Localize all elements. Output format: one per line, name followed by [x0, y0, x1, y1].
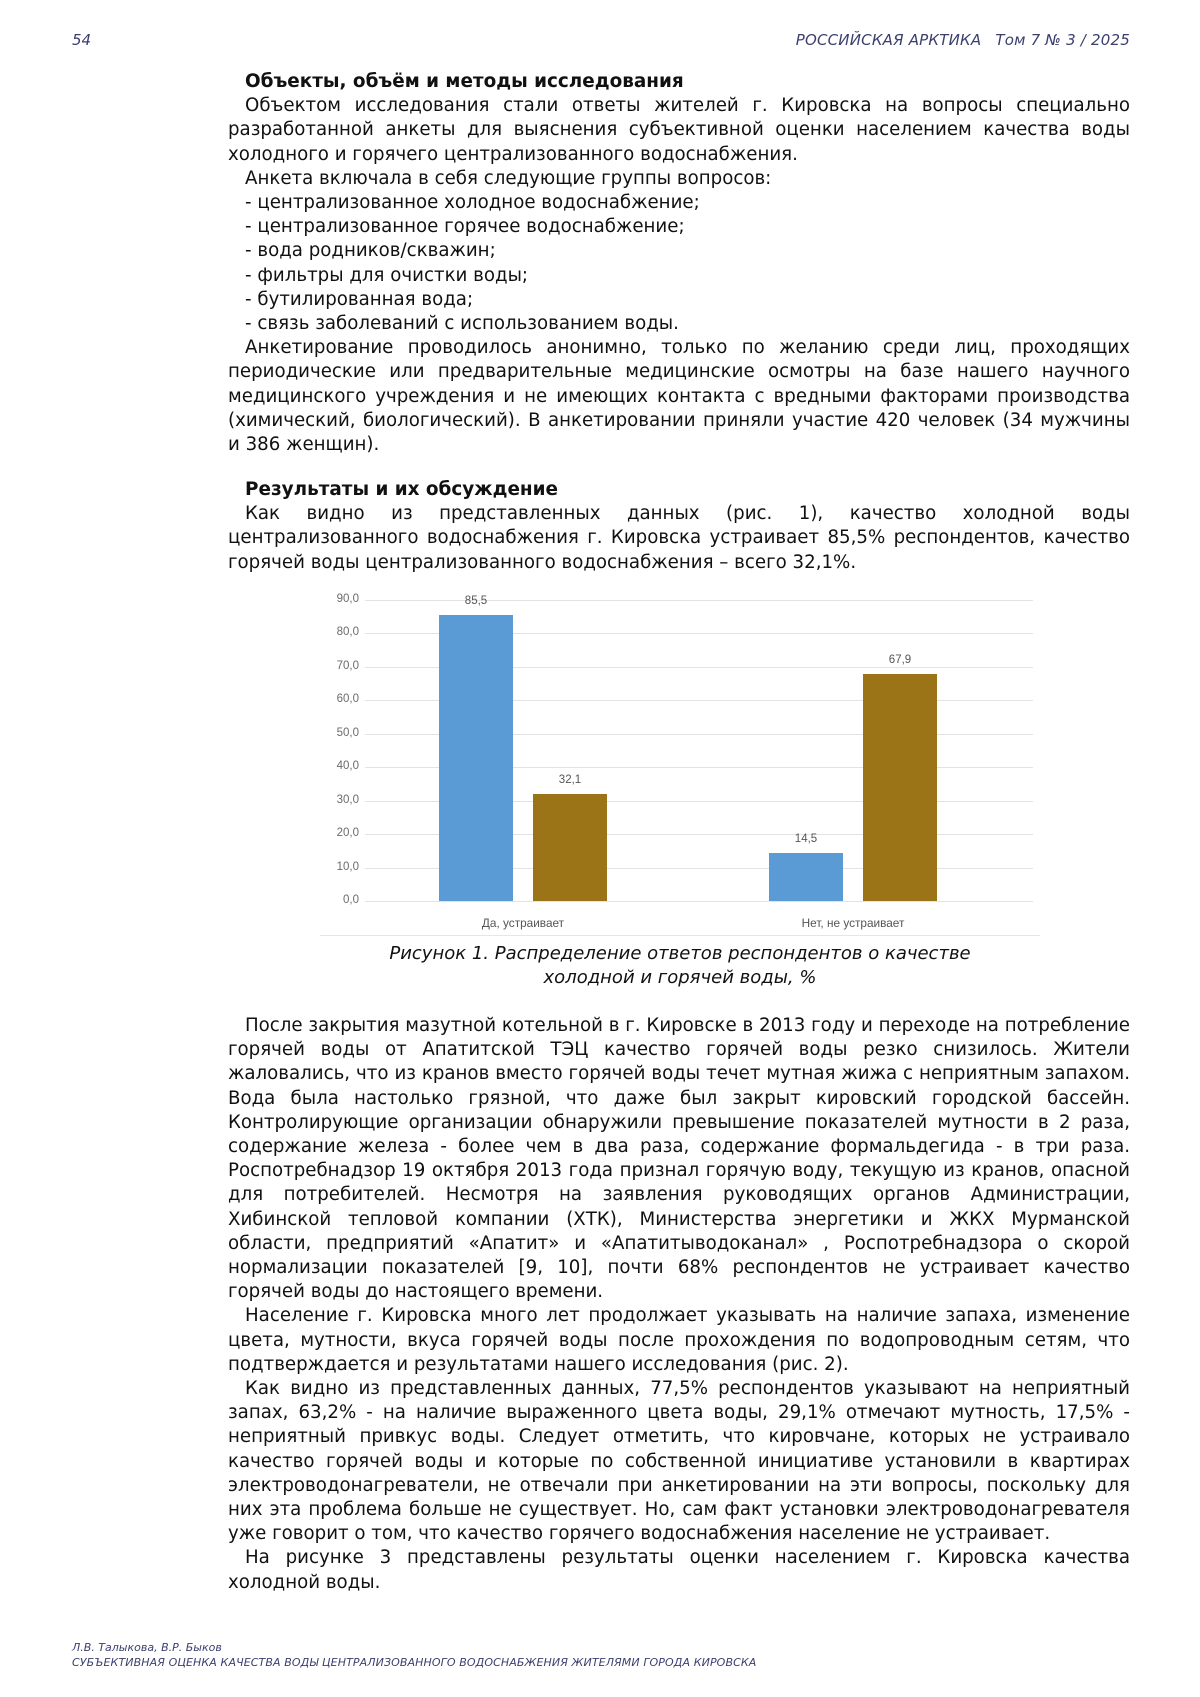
running-header: [796, 31, 1130, 49]
chart-border: [320, 935, 1040, 936]
gridline: [365, 901, 1033, 902]
paragraph: Объектом исследования стали ответы жителей г. Кировска на вопросы специально разработанной анкеты для выяснения субъективной оценки населением качества воды холодного и горячего централизованного водоснабжения.: [228, 95, 1130, 165]
section-discussion: [228, 1014, 1130, 1595]
chart-plot-area: [336, 593, 1033, 930]
list-item: - централизованное холодное водоснабжение;: [228, 191, 1130, 215]
section-methods: [228, 70, 1130, 457]
figure-1-bar-chart: [320, 590, 1040, 938]
y-axis-tick-label: 70,0: [336, 659, 359, 672]
paragraph: На рисунке 3 представлены результаты оценки населением г. Кировска качества холодной воды.: [228, 1547, 1130, 1593]
bar-value-label: 85,5: [464, 595, 488, 608]
figure-1-caption: [300, 942, 1060, 990]
y-axis-tick-label: 0,0: [343, 894, 359, 906]
page-number: 54: [72, 31, 92, 49]
footer-article-title: СУБЪЕКТИВНАЯ ОЦЕНКА КАЧЕСТВА ВОДЫ ЦЕНТРАЛИЗОВАННОГО ВОДОСНАБЖЕНИЯ ЖИТЕЛЯМИ ГОРОДА КИРОВСКА: [72, 1656, 757, 1669]
bar: [533, 794, 607, 901]
journal-title: РОССИЙСКАЯ АРКТИКА: [795, 31, 982, 49]
caption-line: Рисунок 1. Распределение ответов респондентов о качестве: [389, 943, 971, 964]
section-results: [228, 478, 1130, 575]
y-axis-tick-label: 60,0: [336, 693, 359, 706]
paragraph: Анкета включала в себя следующие группы вопросов:: [245, 167, 772, 189]
bar-value-label: 67,9: [888, 653, 912, 666]
list-item: - централизованное горячее водоснабжение;: [228, 215, 1130, 239]
y-axis-tick-label: 10,0: [336, 860, 359, 873]
paragraph: После закрытия мазутной котельной в г. Кировске в 2013 году и переходе на потребление горячей воды от Апатитской ТЭЦ качество горячей воды резко снизилось. Жители жаловались, что из кранов вместо горячей воды течет мутная жижа с неприятным запахом. Вода была настолько грязной, что даже был закрыт кировский городской бассейн. Контролирующие организации обнаружили превышение показателей мутности в 2 раза, содержание железа - более чем в два раза, содержание формальдегида - в три раза. Роспотребнадзор 19 октября 2013 года признал горячую воду, текущую из кранов, опасной для потребителей. Несмотря на заявления руководящих органов Администрации, Хибинской тепловой компании (ХТК), Министерства энергетики и ЖКХ Мурманской области, предприятий «Апатит» и «Апатитыводоканал» , Роспотребнадзора о скорой нормализации показателей [9, 10], почти 68% респондентов не устраивает качество горячей воды до настоящего времени.: [228, 1015, 1130, 1303]
question-groups-list: [228, 191, 1130, 336]
paragraph: Население г. Кировска много лет продолжает указывать на наличие запаха, изменение цвета, мутности, вкуса горячей воды после прохождения по водопроводным сетям, что подтверждается и результатами нашего исследования (рис. 2).: [228, 1305, 1130, 1375]
paragraph: Анкетирование проводилось анонимно, только по желанию среди лиц, проходящих периодические или предварительные медицинские осмотры на базе нашего научного медицинского учреждения и не имеющих контакта с вредными факторами производства (химический, биологический). В анкетировании приняли участие 420 человек (34 мужчины и 386 женщин).: [228, 337, 1130, 456]
y-axis-tick-label: 80,0: [336, 626, 359, 639]
list-item: - вода родников/скважин;: [228, 239, 1130, 263]
list-item: - фильтры для очистки воды;: [228, 264, 1130, 288]
paragraph: Как видно из представленных данных (рис. 1), качество холодной воды централизованного водоснабжения г. Кировска устраивает 85,5% респондентов, качество горячей воды централизованного водоснабжения – всего 32,1%.: [228, 503, 1130, 573]
bar: [439, 615, 513, 901]
caption-line: холодной и горячей воды, %: [543, 967, 817, 988]
bar-value-label: 14,5: [794, 832, 818, 845]
x-axis-category-label: Нет, не устраивает: [801, 916, 905, 930]
bar-value-label: 32,1: [558, 773, 582, 786]
section-heading-results: Результаты и их обсуждение: [245, 479, 558, 500]
y-axis-tick-label: 50,0: [336, 726, 359, 739]
section-heading-methods: Объекты, объём и методы исследования: [245, 71, 684, 92]
y-axis-tick-label: 90,0: [336, 593, 359, 605]
bar: [863, 674, 937, 901]
journal-volume: Том 7 № 3 / 2025: [995, 31, 1130, 49]
footer-authors: Л.В. Талыкова, В.Р. Быков: [72, 1641, 222, 1654]
bar: [769, 853, 843, 901]
list-item: - бутилированная вода;: [228, 288, 1130, 312]
paragraph: Как видно из представленных данных, 77,5% респондентов указывают на неприятный запах, 63,2% - на наличие выраженного цвета воды, 29,1% отмечают мутность, 17,5% - неприятный привкус воды. Следует отметить, что кировчане, которых не устраивало качество горячей воды и которые по собственной инициативе установили в квартирах электроводонагреватели, не отвечали при анкетировании на эти вопросы, поскольку для них эта проблема больше не существует. Но, сам факт установки электроводонагревателя уже говорит о том, что качество горячего водоснабжения население не устраивает.: [228, 1378, 1130, 1545]
y-axis-tick-label: 30,0: [336, 793, 359, 806]
y-axis-tick-label: 20,0: [336, 827, 359, 840]
list-item: - связь заболеваний с использованием воды.: [228, 312, 1130, 336]
y-axis-tick-label: 40,0: [336, 760, 359, 773]
x-axis-category-label: Да, устраивает: [481, 916, 565, 930]
